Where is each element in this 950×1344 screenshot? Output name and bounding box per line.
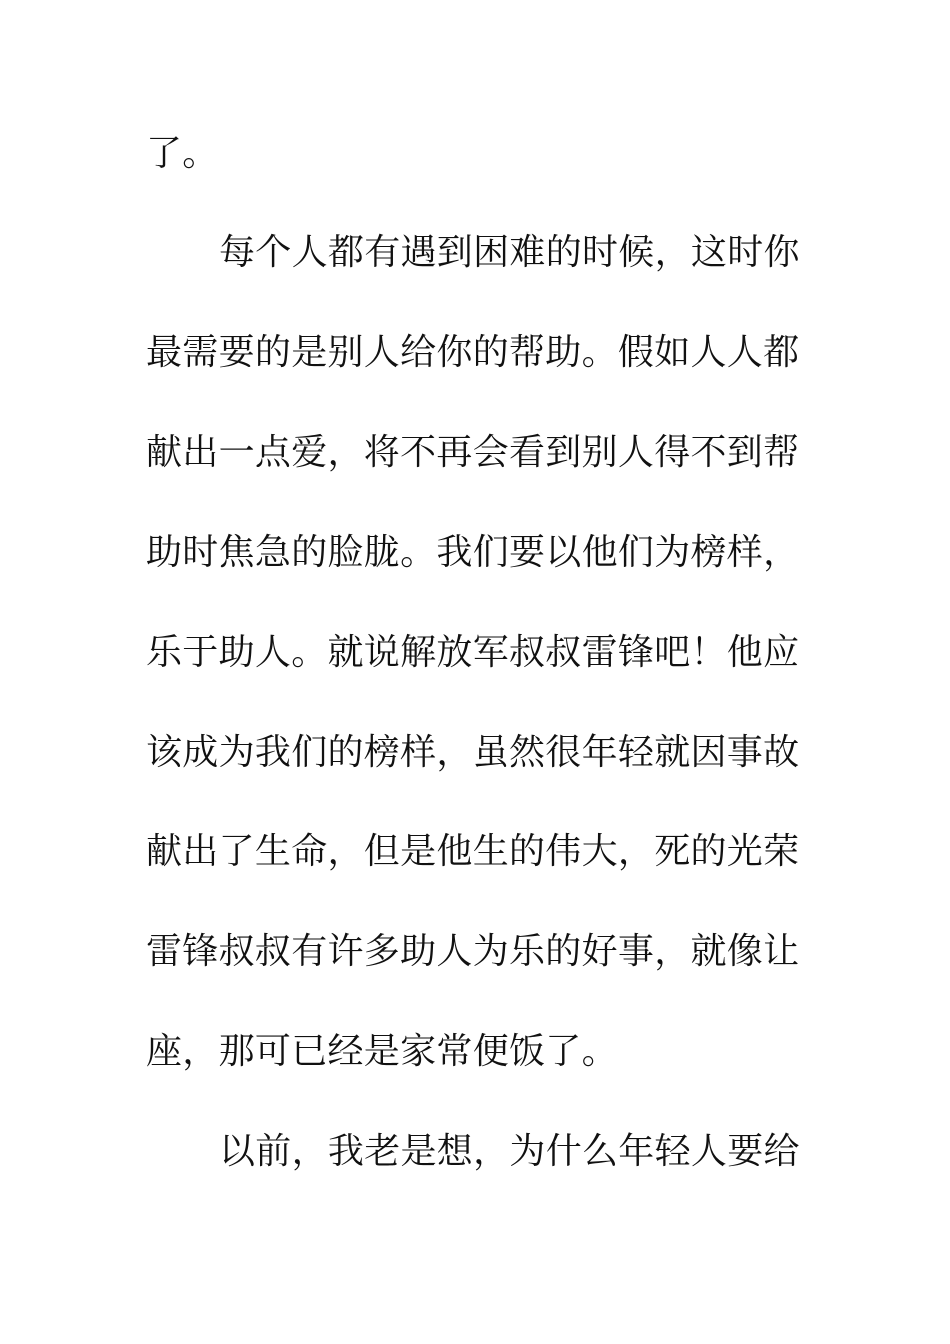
- paragraph-start-line-2: 每个人都有遇到困难的时候，这时你: [219, 232, 800, 273]
- text-line-10: 座，那可已经是家常便饭了。: [146, 1031, 618, 1072]
- text-line-8: 献出了生命，但是他生的伟大，死的光荣: [146, 831, 800, 872]
- text-line-5: 助时焦急的脸胧。我们要以他们为榜样，: [146, 532, 800, 573]
- text-line-1: 了。: [146, 133, 219, 174]
- text-line-9: 雷锋叔叔有许多助人为乐的好事，就像让: [146, 931, 800, 972]
- paragraph-start-line-11: 以前，我老是想，为什么年轻人要给: [219, 1131, 800, 1172]
- text-line-7: 该成为我们的榜样，虽然很年轻就因事故: [146, 732, 800, 773]
- text-line-3: 最需要的是别人给你的帮助。假如人人都: [146, 332, 800, 373]
- text-line-4: 献出一点爱，将不再会看到别人得不到帮: [146, 432, 800, 473]
- text-line-6: 乐于助人。就说解放军叔叔雷锋吧！他应: [146, 632, 800, 673]
